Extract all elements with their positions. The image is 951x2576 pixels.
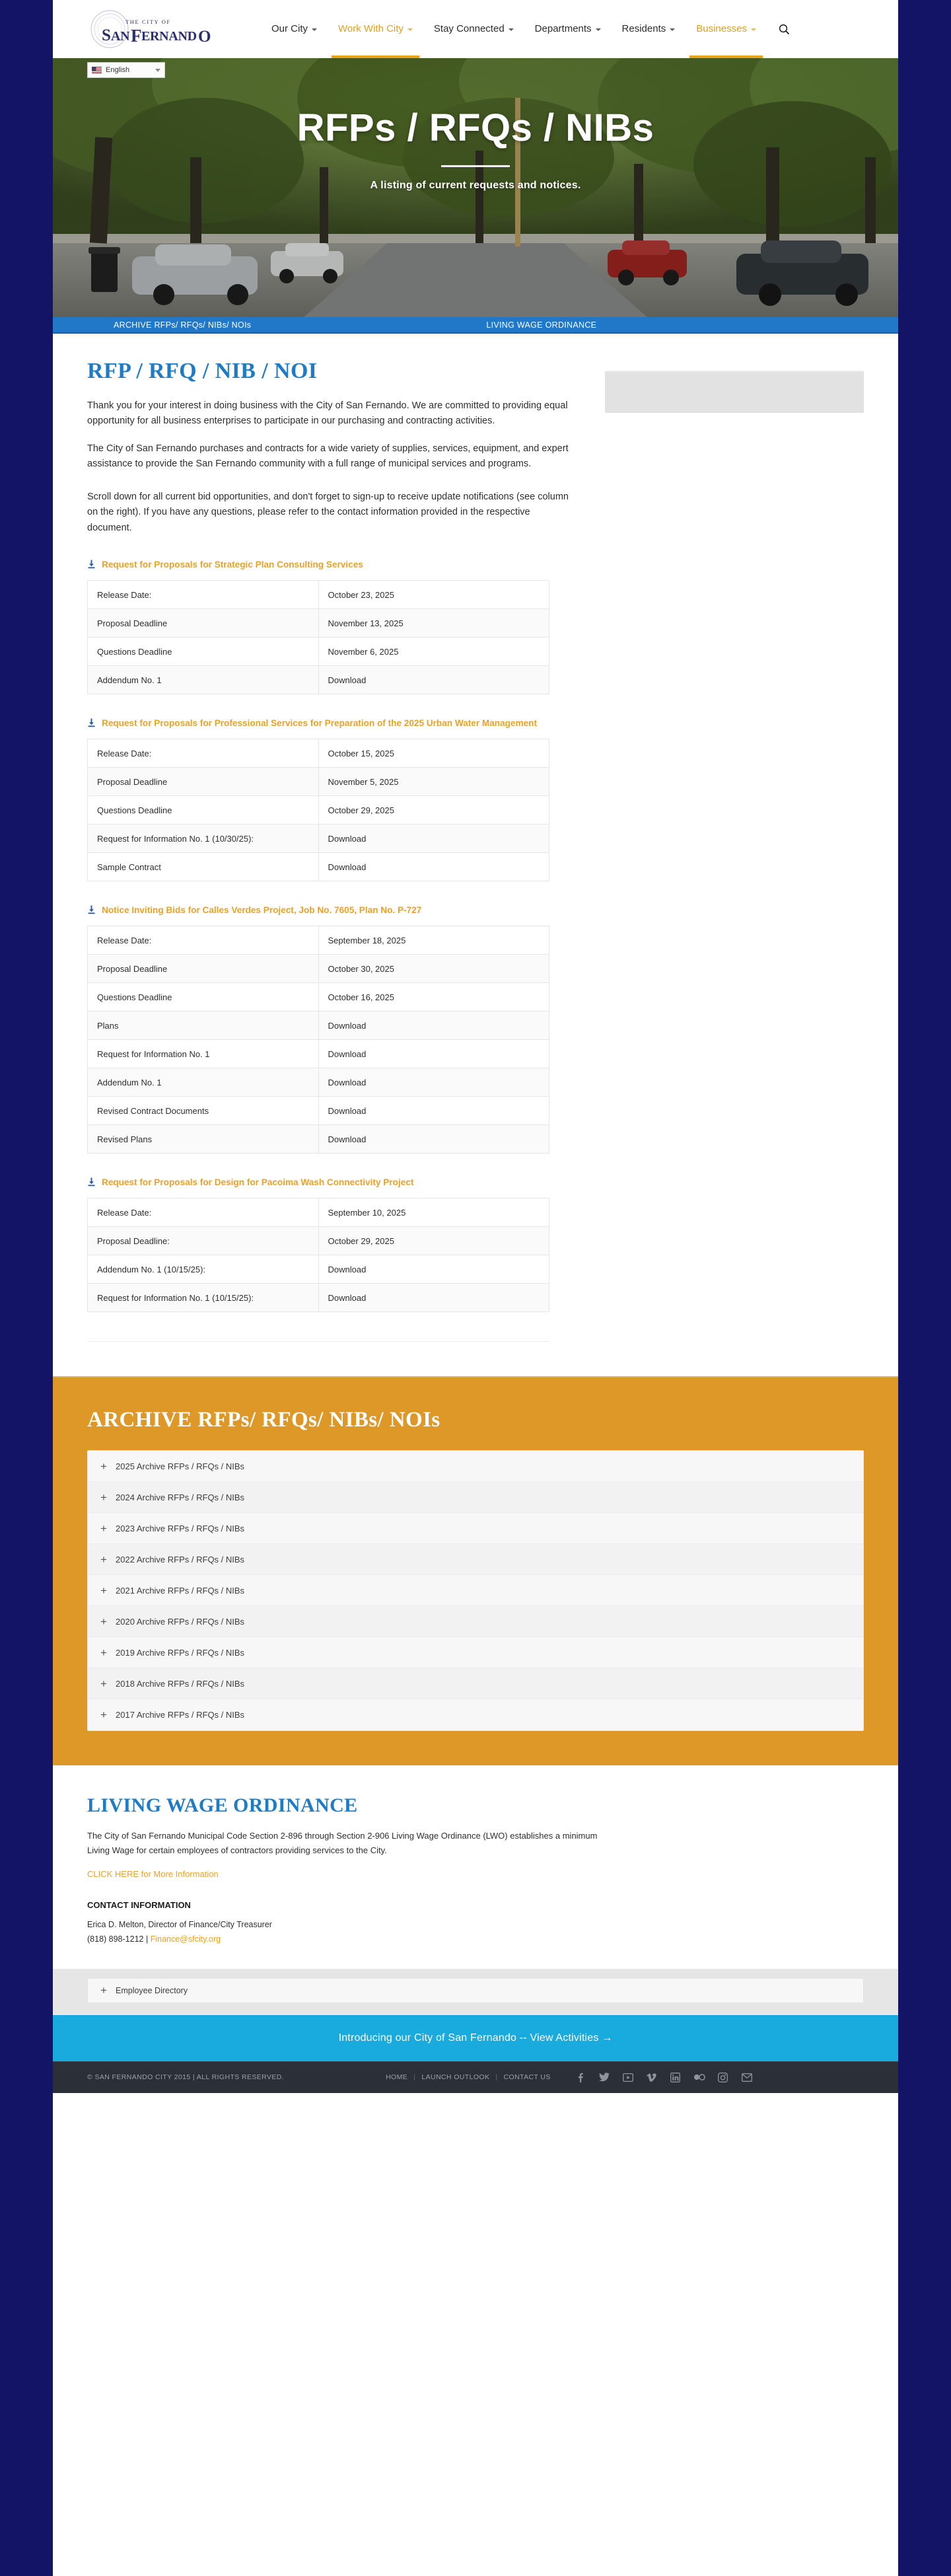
plus-icon: + (100, 1522, 107, 1535)
archive-accordion-label: 2024 Archive RFPs / RFQs / NIBs (116, 1492, 245, 1502)
section-subnav (53, 317, 898, 334)
page-container (53, 0, 898, 2576)
bid-row-label: Questions Deadline (88, 796, 319, 825)
svg-text:S: S (102, 26, 111, 44)
bid-block (87, 558, 589, 694)
content-divider (87, 1341, 549, 1342)
intro-paragraph-3: Scroll down for all current bid opportunities, and don't forget to sign-up to receive update notifications (see column on the right). If you have any questions, please refer to the contact information provided in the respective document. (87, 491, 569, 533)
intro-paragraph-1: Thank you for your interest in doing business with the City of San Fernando. We are committed to providing equal opportunity for all business enterprises to participate in our purchasing and contracting activities. (87, 400, 568, 427)
plus-icon: + (100, 1553, 107, 1566)
bid-row-label: Proposal Deadline (88, 609, 319, 638)
footer-links (386, 2073, 551, 2081)
pdf-download-icon (87, 1177, 96, 1190)
bid-row-label: Questions Deadline (88, 983, 319, 1012)
bid-row-label: Proposal Deadline (88, 768, 319, 796)
bid-row-download-link[interactable]: Download (318, 853, 549, 881)
table-row (88, 926, 549, 955)
chevron-down-icon (312, 28, 317, 31)
vimeo-icon[interactable] (646, 2071, 658, 2083)
table-row (88, 609, 549, 638)
table-row (88, 1198, 549, 1227)
plus-icon: + (100, 1709, 107, 1722)
nav-label: Businesses (696, 23, 747, 34)
svg-text:O: O (198, 28, 211, 46)
archive-section (53, 1376, 898, 1765)
chevron-down-icon (751, 28, 756, 31)
youtube-icon[interactable] (622, 2071, 634, 2083)
archive-accordion-label: 2025 Archive RFPs / RFQs / NIBs (116, 1461, 245, 1471)
contact-block (87, 1918, 864, 1946)
bid-row-label: Request for Information No. 1 (10/30/25): (88, 825, 319, 853)
bid-row-download-link[interactable]: Download (318, 1284, 549, 1312)
email-icon[interactable] (741, 2071, 753, 2083)
bid-opportunity-list (87, 558, 589, 1312)
bid-row-value: October 29, 2025 (318, 1227, 549, 1255)
chevron-down-icon (596, 28, 601, 31)
employee-directory-strip (53, 1969, 898, 2014)
table-row (88, 1012, 549, 1040)
nav-label: Departments (534, 23, 592, 34)
language-selector[interactable] (87, 62, 165, 78)
bid-row-download-link[interactable]: Download (318, 1012, 549, 1040)
nav-item-work-with-city[interactable] (328, 0, 423, 58)
footer-separator: | (495, 2073, 498, 2082)
table-row (88, 1068, 549, 1097)
nav-item-stay-connected[interactable] (423, 0, 524, 58)
bid-row-label: Addendum No. 1 (10/15/25): (88, 1255, 319, 1284)
bid-row-value: September 10, 2025 (318, 1198, 549, 1227)
bid-title-link[interactable]: Request for Proposals for Professional Services for Preparation of the 2025 Urban Water Management (102, 718, 537, 729)
archive-accordion-item[interactable] (88, 1451, 863, 1482)
archive-accordion-item[interactable] (88, 1482, 863, 1513)
bid-row-value: October 23, 2025 (318, 581, 549, 609)
bid-header (87, 717, 589, 731)
table-row (88, 1125, 549, 1154)
bid-row-label: Request for Information No. 1 (88, 1040, 319, 1068)
svg-text:ERNAND: ERNAND (141, 29, 197, 44)
bid-row-label: Release Date: (88, 1198, 319, 1227)
hero-title: RFPs / RFQs / NIBs (297, 106, 654, 149)
archive-accordion-label: 2017 Archive RFPs / RFQs / NIBs (116, 1710, 245, 1720)
table-row (88, 853, 549, 881)
plus-icon: + (100, 1459, 107, 1473)
nav-item-businesses[interactable] (686, 0, 767, 58)
living-wage-section (53, 1765, 898, 1968)
twitter-icon[interactable] (598, 2071, 610, 2083)
site-header (53, 0, 898, 58)
svg-text:AN: AN (111, 29, 130, 44)
instagram-icon[interactable] (717, 2071, 729, 2083)
contact-separator: | (145, 1934, 149, 1944)
table-row (88, 1040, 549, 1068)
page-title: RFP / RFQ / NIB / NOI (87, 359, 318, 383)
contact-line (87, 1932, 864, 1946)
table-row (88, 983, 549, 1012)
table-row (88, 955, 549, 983)
living-wage-more-link[interactable]: CLICK HERE for More Information (87, 1869, 219, 1880)
archive-accordion-item[interactable] (88, 1699, 863, 1730)
activities-banner-link[interactable]: Introducing our City of San Fernando -- View Activities → (338, 2032, 613, 2043)
bid-row-label: Revised Contract Documents (88, 1097, 319, 1125)
archive-heading: ARCHIVE RFPs/ RFQs/ NIBs/ NOIs (87, 1408, 440, 1432)
sidebar-column (605, 359, 864, 413)
plus-icon: + (100, 1677, 107, 1690)
nav-label: Work With City (338, 23, 404, 34)
pdf-download-icon (87, 718, 96, 731)
living-wage-body: The City of San Fernando Municipal Code Section 2-896 through Section 2-906 Living Wage Ordinance (LWO) establishes a minimum Living Wage for certain employees of contractors providing services to the City. (87, 1831, 598, 1855)
footer-link-home[interactable]: HOME (386, 2073, 408, 2082)
table-row (88, 1227, 549, 1255)
bid-row-value: October 16, 2025 (318, 983, 549, 1012)
table-row (88, 1255, 549, 1284)
hero-divider (441, 165, 510, 167)
hero-content (53, 106, 898, 192)
social-links (575, 2071, 753, 2083)
archive-accordion-label: 2023 Archive RFPs / RFQs / NIBs (116, 1523, 245, 1533)
table-row (88, 1097, 549, 1125)
contact-email-link[interactable]: Finance@sfcity.org (150, 1934, 221, 1944)
archive-accordion-label: 2019 Archive RFPs / RFQs / NIBs (116, 1647, 245, 1658)
us-flag-icon (92, 67, 102, 73)
bid-row-label: Proposal Deadline (88, 955, 319, 983)
bid-row-value: October 30, 2025 (318, 955, 549, 983)
archive-accordion-label: 2020 Archive RFPs / RFQs / NIBs (116, 1616, 245, 1627)
table-row (88, 638, 549, 666)
bid-row-label: Questions Deadline (88, 638, 319, 666)
archive-accordion-item[interactable] (88, 1575, 863, 1606)
nav-label: Stay Connected (433, 23, 505, 34)
intro-paragraph-2: The City of San Fernando purchases and contracts for a wide variety of supplies, services, equipment, and expert assistance to provide the San Fernando community with a full range of municipal services and programs. (87, 443, 569, 470)
nav-label: Our City (271, 23, 308, 34)
bid-block (87, 717, 589, 881)
bid-row-label: Release Date: (88, 926, 319, 955)
archive-accordion-item[interactable] (88, 1606, 863, 1637)
bid-block (87, 904, 589, 1154)
bid-row-download-link[interactable]: Download (318, 1068, 549, 1097)
bid-row-label: Addendum No. 1 (88, 666, 319, 694)
hero-banner (53, 58, 898, 317)
pdf-download-icon (87, 905, 96, 918)
city-logo[interactable] (87, 9, 216, 50)
archive-accordion-label: 2018 Archive RFPs / RFQs / NIBs (116, 1678, 245, 1689)
copyright-text: © SAN FERNANDO CITY 2015 | ALL RIGHTS RESERVED. (87, 2073, 285, 2082)
living-wage-heading: LIVING WAGE ORDINANCE (87, 1794, 358, 1817)
table-row (88, 768, 549, 796)
bid-row-value: November 5, 2025 (318, 768, 549, 796)
bid-row-label: Sample Contract (88, 853, 319, 881)
bid-details-table (87, 739, 549, 881)
bid-row-label: Proposal Deadline: (88, 1227, 319, 1255)
bid-row-value: September 18, 2025 (318, 926, 549, 955)
bid-header (87, 558, 589, 572)
bid-header (87, 1176, 589, 1190)
contact-phone: (818) 898-1212 (87, 1934, 144, 1944)
main-column (87, 359, 589, 1342)
svg-text:F: F (131, 26, 142, 46)
activities-banner (53, 2014, 898, 2061)
archive-accordion (87, 1450, 864, 1731)
plus-icon: + (100, 1490, 107, 1504)
bid-header (87, 904, 589, 918)
subnav-link-archive[interactable]: ARCHIVE RFPs/ RFQs/ NIBs/ NOIs (114, 320, 252, 330)
table-row (88, 796, 549, 825)
svg-text:THE CITY OF: THE CITY OF (125, 18, 171, 25)
bid-details-table (87, 580, 549, 694)
plus-icon: + (100, 1646, 107, 1659)
chevron-down-icon (155, 69, 160, 72)
archive-accordion-label: 2021 Archive RFPs / RFQs / NIBs (116, 1585, 245, 1596)
pdf-download-icon (87, 560, 96, 572)
chevron-down-icon (509, 28, 514, 31)
main-navigation (261, 0, 793, 58)
bid-row-download-link[interactable]: Download (318, 666, 549, 694)
archive-accordion-item[interactable] (88, 1513, 863, 1544)
sidebar-signup-widget[interactable] (605, 371, 864, 413)
archive-accordion-item[interactable] (88, 1544, 863, 1575)
table-row (88, 666, 549, 694)
site-footer (53, 2061, 898, 2093)
bid-row-value: October 29, 2025 (318, 796, 549, 825)
bid-details-table (87, 1198, 549, 1312)
bid-details-table (87, 926, 549, 1154)
bid-row-label: Plans (88, 1012, 319, 1040)
archive-accordion-item[interactable] (88, 1637, 863, 1668)
bid-row-label: Release Date: (88, 739, 319, 768)
table-row (88, 825, 549, 853)
linkedin-icon[interactable] (670, 2071, 682, 2083)
flickr-icon[interactable] (693, 2071, 705, 2083)
table-row (88, 1284, 549, 1312)
contact-name: Erica D. Melton, Director of Finance/City Treasurer (87, 1920, 272, 1930)
subnav-link-living-wage[interactable]: LIVING WAGE ORDINANCE (486, 320, 597, 330)
content-area (53, 334, 898, 1342)
chevron-down-icon (670, 28, 675, 31)
bid-row-download-link[interactable]: Download (318, 1255, 549, 1284)
nav-label: Residents (621, 23, 666, 34)
language-label: English (106, 66, 130, 74)
footer-link-contact-us[interactable]: CONTACT US (503, 2073, 551, 2082)
bid-row-label: Request for Information No. 1 (10/15/25): (88, 1284, 319, 1312)
footer-separator: | (413, 2073, 416, 2082)
plus-icon: + (100, 1584, 107, 1597)
table-row (88, 739, 549, 768)
archive-accordion-item[interactable] (88, 1668, 863, 1699)
hero-subtitle: A listing of current requests and notices. (370, 180, 581, 191)
bid-title-link[interactable]: Request for Proposals for Strategic Plan Consulting Services (102, 560, 363, 570)
employee-directory-accordion[interactable] (87, 1978, 864, 2003)
footer-link-launch-outlook[interactable]: LAUNCH OUTLOOK (421, 2073, 490, 2082)
bid-row-value: November 6, 2025 (318, 638, 549, 666)
bid-row-value: October 15, 2025 (318, 739, 549, 768)
facebook-icon[interactable] (575, 2071, 586, 2083)
bid-row-value: November 13, 2025 (318, 609, 549, 638)
nav-item-residents[interactable] (612, 0, 686, 58)
table-row (88, 581, 549, 609)
bid-row-download-link[interactable]: Download (318, 1040, 549, 1068)
chevron-down-icon (407, 28, 413, 31)
bid-row-download-link[interactable]: Download (318, 1097, 549, 1125)
employee-directory-label: Employee Directory (116, 1985, 188, 1995)
bid-row-download-link[interactable]: Download (318, 825, 549, 853)
search-icon[interactable] (776, 20, 793, 38)
bid-title-link[interactable]: Request for Proposals for Design for Pacoima Wash Connectivity Project (102, 1177, 414, 1188)
nav-item-our-city[interactable] (261, 0, 328, 58)
nav-item-departments[interactable] (524, 0, 612, 58)
contact-information-heading: CONTACT INFORMATION (87, 1900, 191, 1911)
bid-row-label: Addendum No. 1 (88, 1068, 319, 1097)
bid-row-label: Revised Plans (88, 1125, 319, 1154)
bid-row-download-link[interactable]: Download (318, 1125, 549, 1154)
archive-accordion-label: 2022 Archive RFPs / RFQs / NIBs (116, 1554, 245, 1564)
bid-block (87, 1176, 589, 1312)
plus-icon: + (100, 1984, 107, 1997)
bid-title-link[interactable]: Notice Inviting Bids for Calles Verdes Project, Job No. 7605, Plan No. P-727 (102, 905, 422, 916)
bid-row-label: Release Date: (88, 581, 319, 609)
plus-icon: + (100, 1615, 107, 1628)
